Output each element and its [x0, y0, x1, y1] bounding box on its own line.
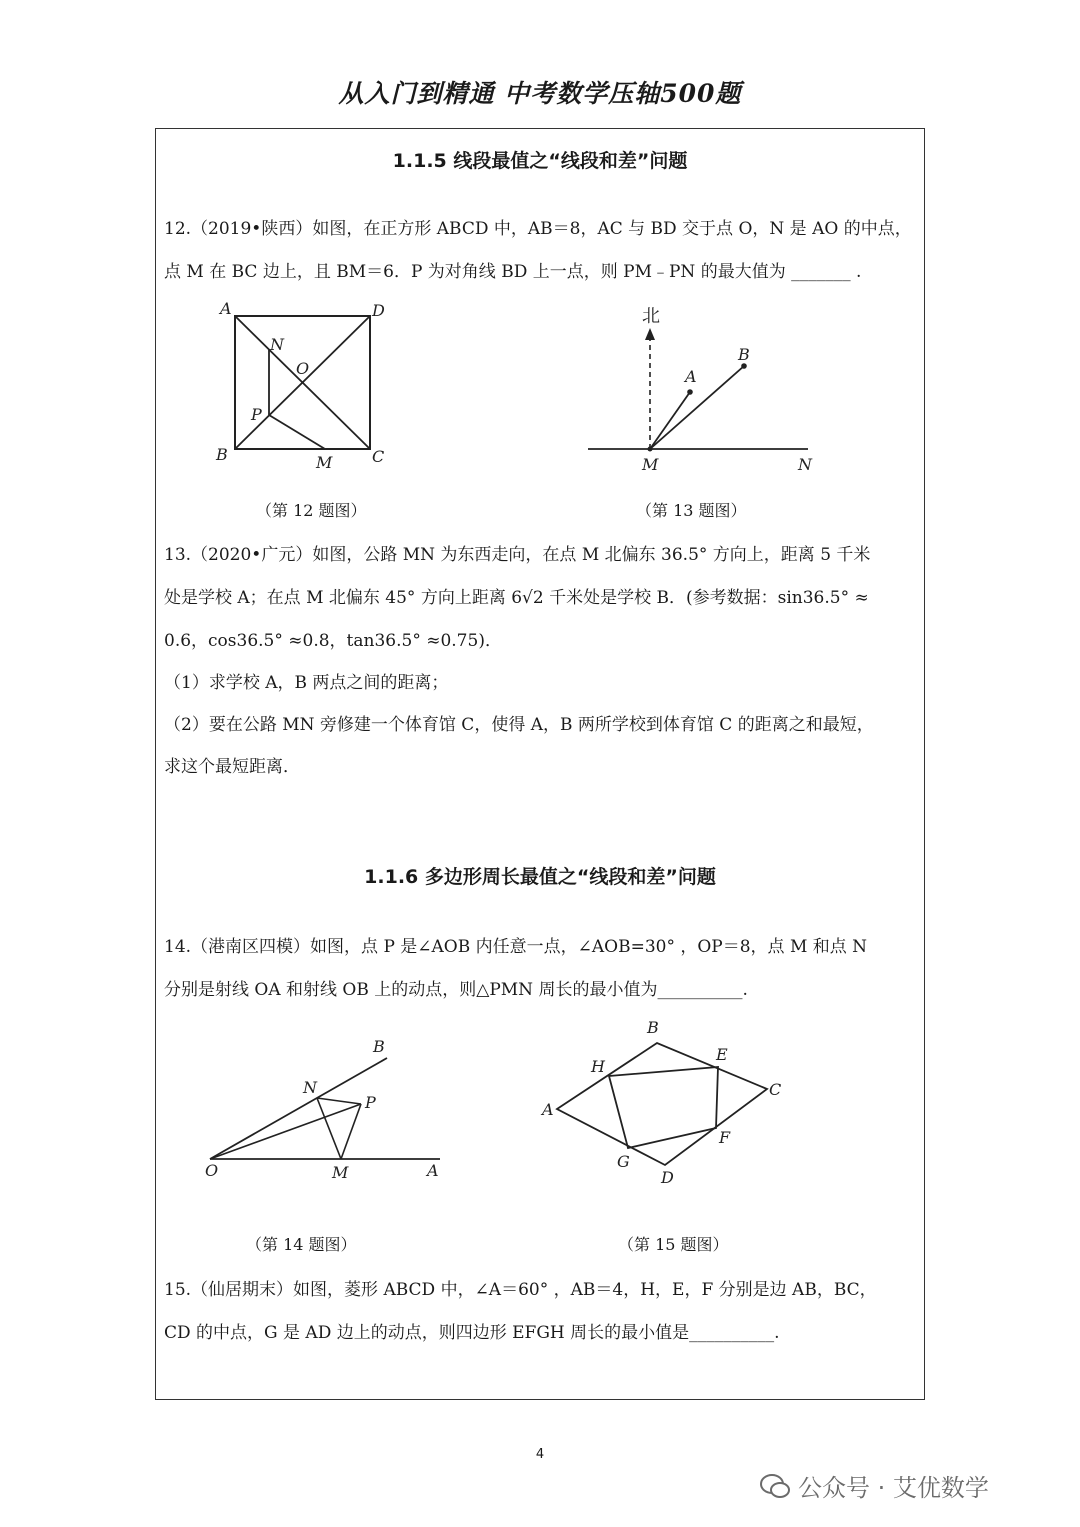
label-N: N — [303, 1078, 317, 1097]
segment-pm — [269, 415, 325, 449]
figure-14 — [195, 1030, 455, 1190]
label-C: C — [769, 1080, 782, 1099]
label-B: B — [738, 345, 750, 364]
q15-line-2: CD 的中点，G 是 AD 边上的动点，则四边形 EFGH 周长的最小值是__________. — [164, 1323, 780, 1343]
ray-ob — [210, 1058, 387, 1159]
watermark-text: 公众号 · 艾优数学 — [798, 1474, 989, 1502]
document-header-title: 从入门到精通 中考数学压轴500题 — [338, 79, 742, 108]
segment-ma — [650, 392, 690, 449]
label-P: P — [251, 405, 262, 424]
wechat-icon — [760, 1473, 790, 1499]
label-E: E — [716, 1045, 728, 1064]
watermark — [760, 1468, 989, 1503]
segment-pm — [341, 1104, 361, 1159]
label-C: C — [372, 447, 385, 466]
north-arrow-icon — [645, 328, 655, 340]
label-N: N — [270, 335, 284, 354]
label-G: G — [617, 1152, 630, 1171]
figure-14-caption: （第 14 题图） — [246, 1235, 357, 1254]
label-M: M — [642, 455, 659, 474]
label-B: B — [216, 445, 228, 464]
q13-line-3: 0.6，cos36.5° ≈0.8，tan36.5° ≈0.75)． — [164, 631, 502, 651]
label-A: A — [427, 1161, 439, 1180]
q12-line-2: 点 M 在 BC 边上，且 BM＝6．P 为对角线 BD 上一点，则 PM﹣PN 的最大值为 _______ . — [164, 262, 862, 282]
q15-line-1: 15.（仙居期末）如图，菱形 ABCD 中，∠A＝60° ，AB＝4，H，E，F 分别是边 AB，BC， — [164, 1280, 877, 1300]
figure-15 — [535, 1015, 795, 1190]
label-A: A — [220, 299, 232, 318]
q13-sub-2b: 求这个最短距离． — [164, 757, 300, 777]
figure-15-caption: （第 15 题图） — [618, 1235, 729, 1254]
label-M: M — [316, 453, 333, 472]
label-north: 北 — [642, 306, 660, 327]
label-B: B — [373, 1037, 385, 1056]
label-P: P — [365, 1093, 376, 1112]
quadrilateral-efgh — [609, 1067, 718, 1148]
label-N: N — [798, 455, 812, 474]
segment-nm — [317, 1098, 341, 1159]
label-F: F — [719, 1128, 731, 1147]
figure-13 — [580, 296, 820, 476]
rhombus-abcd — [557, 1043, 767, 1165]
label-A: A — [685, 367, 697, 386]
point-b — [741, 363, 747, 369]
q13-sub-2a: （2）要在公路 MN 旁修建一个体育馆 C，使得 A，B 两所学校到体育馆 C 的距离之和最短， — [164, 715, 874, 735]
q13-line-1: 13.（2020•广元）如图，公路 MN 为东西走向，在点 M 北偏东 36.5° 方向上，距离 5 千米 — [164, 545, 871, 565]
figure-12-caption: （第 12 题图） — [256, 501, 367, 520]
segment-np — [317, 1098, 361, 1104]
label-D: D — [661, 1168, 674, 1187]
label-B: B — [647, 1018, 659, 1037]
label-A: A — [542, 1100, 554, 1119]
label-D: D — [372, 301, 385, 320]
label-O: O — [296, 359, 310, 378]
q14-line-2: 分别是射线 OA 和射线 OB 上的动点，则△PMN 周长的最小值为__________. — [164, 980, 748, 1000]
segment-mb — [650, 366, 744, 449]
q13-line-2: 处是学校 A；在点 M 北偏东 45° 方向上距离 6√2 千米处是学校 B．(参考数据：sin36.5° ≈ — [164, 588, 869, 608]
q14-line-1: 14.（港南区四模）如图，点 P 是∠AOB 内任意一点，∠AOB=30° ，OP＝8，点 M 和点 N — [164, 937, 868, 957]
page-number: 4 — [535, 1447, 545, 1462]
figure-12 — [210, 296, 400, 476]
figure-13-caption: （第 13 题图） — [636, 501, 747, 520]
label-H: H — [591, 1057, 605, 1076]
label-M: M — [332, 1163, 349, 1182]
point-m — [648, 447, 653, 452]
q12-line-1: 12.（2019•陕西）如图，在正方形 ABCD 中，AB＝8，AC 与 BD 交于点 O，N 是 AO 的中点， — [164, 219, 912, 239]
point-a — [687, 389, 693, 395]
label-O: O — [205, 1161, 219, 1180]
section-title-1-1-5: 1.1.5 线段最值之“线段和差”问题 — [392, 150, 688, 172]
q13-sub-1: （1）求学校 A，B 两点之间的距离； — [164, 673, 449, 693]
section-title-1-1-6: 1.1.6 多边形周长最值之“线段和差”问题 — [364, 866, 716, 888]
